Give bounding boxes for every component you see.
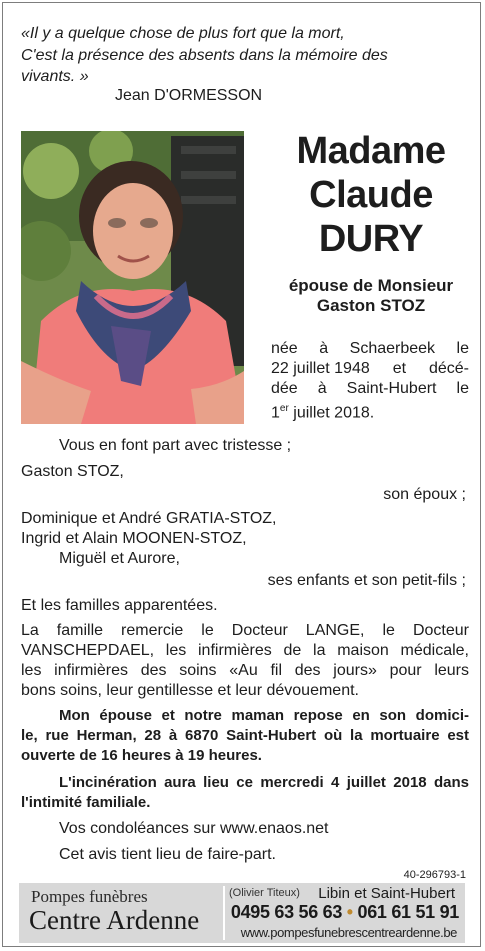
child-2: Ingrid et Alain MOONEN-STOZ,: [21, 530, 247, 547]
birth-line-3: [271, 379, 469, 399]
contact-name: (Olivier Titeux): [229, 887, 300, 899]
deceased-last-name: DURY: [318, 218, 424, 260]
birth-word: décé-: [428, 360, 469, 377]
website: www.pompesfunebrescentreardenne.be: [240, 925, 457, 940]
phone-1: 0495 63 56 63: [230, 902, 343, 922]
death-day: 1: [271, 404, 280, 422]
thanks-line-1: La famille remercie le Docteur LANGE, le Docteur: [21, 622, 469, 639]
notice: Cet avis tient lieu de faire-part.: [59, 846, 276, 863]
spouse-line-2: Gaston STOZ: [316, 296, 426, 315]
phone-2: 061 61 51 91: [357, 902, 459, 922]
birth-date: 22 juillet 1948: [271, 360, 370, 377]
funeral-home-line-1: Pompes funèbres: [31, 887, 148, 906]
death-date-rest: juillet 2018.: [288, 404, 375, 422]
spouse-role: son époux ;: [383, 486, 466, 503]
child-1: Dominique et André GRATIA-STOZ,: [21, 510, 277, 527]
birth-word: née: [271, 340, 298, 357]
birth-word: à: [319, 340, 329, 357]
birth-word: et: [392, 360, 407, 377]
birth-word: le: [456, 340, 469, 357]
funeral-home-footer: [19, 883, 465, 943]
deceased-first-name: Claude: [309, 174, 433, 216]
footer-divider: [223, 886, 225, 940]
quote-line-3: vivants. »: [21, 68, 89, 85]
phone-numbers: [231, 902, 459, 923]
birth-word: le: [456, 380, 469, 397]
relatives: Et les familles apparentées.: [21, 597, 218, 614]
death-date: [271, 399, 374, 423]
birth-line-2: [271, 359, 469, 379]
quote-line-2: C'est la présence des absents dans la mémoire des: [21, 47, 388, 64]
portrait-photo: [21, 131, 244, 424]
birth-line-1: [271, 339, 469, 359]
spouse-name: Gaston STOZ,: [21, 463, 124, 480]
reference-number: 40-296793-1: [403, 869, 466, 881]
birth-word: Saint-Hubert: [346, 380, 437, 397]
thanks-line-2: VANSCHEPDAEL, les infirmières de la maison médicale,: [21, 642, 469, 659]
spouse-line-1: épouse de Monsieur: [288, 276, 454, 295]
quote-author: Jean D'ORMESSON: [115, 87, 263, 104]
funeral-home-name: Centre Ardenne: [29, 905, 200, 935]
rest-notice-line-1: Mon épouse et notre maman repose en son domici-: [59, 707, 469, 724]
birth-word: à: [317, 380, 327, 397]
rest-notice-line-2: le, rue Herman, 28 à 6870 Saint-Hubert où la mortuaire est: [21, 727, 469, 744]
rest-notice-line-3: ouverte de 16 heures à 19 heures.: [21, 747, 262, 764]
thanks-line-4: bons soins, leur gentillesse et leur dévouement.: [21, 682, 359, 699]
deceased-title: Madame: [296, 130, 446, 172]
children-role: ses enfants et son petit-fils ;: [267, 572, 466, 589]
grandchild: Miguël et Aurore,: [59, 550, 180, 567]
phone-separator: •: [346, 902, 353, 922]
birth-word: dée: [271, 380, 298, 397]
thanks-line-3: les infirmières des soins «Au fil des jours» pour leurs: [21, 662, 469, 679]
family-intro: Vous en font part avec tristesse ;: [59, 437, 292, 454]
quote-line-1: «Il y a quelque chose de plus fort que la mort,: [21, 25, 345, 42]
condolences: Vos condoléances sur www.enaos.net: [59, 820, 329, 837]
cremation-line-2: l'intimité familiale.: [21, 794, 151, 811]
locations: Libin et Saint-Hubert: [318, 885, 455, 902]
cremation-line-1: L'incinération aura lieu ce mercredi 4 juillet 2018 dans: [59, 774, 469, 791]
death-day-suffix: er: [279, 403, 289, 414]
obituary-card: [2, 2, 481, 947]
birth-word: Schaerbeek: [349, 340, 436, 357]
